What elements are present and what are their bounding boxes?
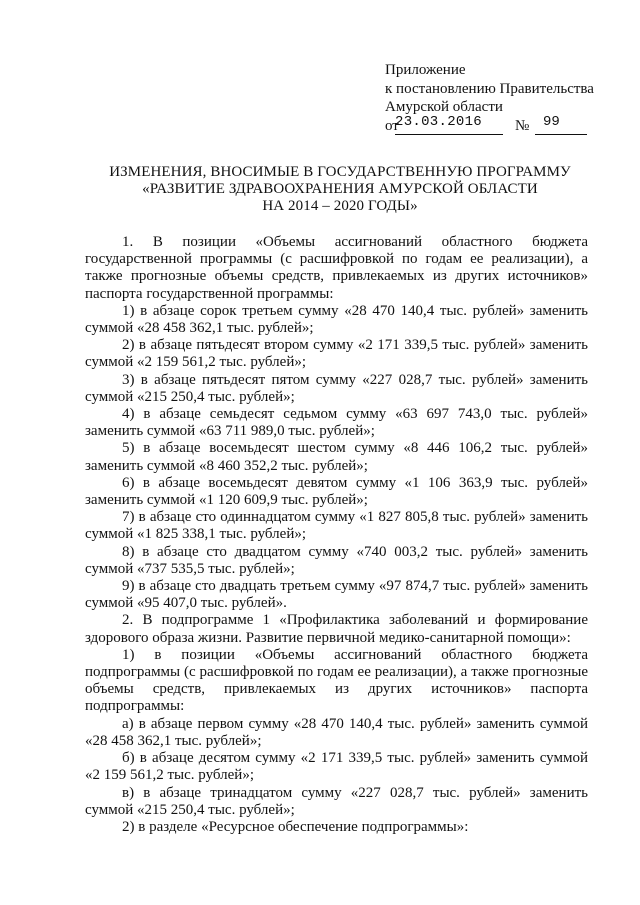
- appendix-line-3: Амурской области: [385, 99, 503, 115]
- paragraph-8: 7) в абзаце сто одиннадцатом сумму «1 827 805,8 тыс. рублей» заменить суммой «1 825 338,1 тыс. рублей»;: [85, 509, 588, 543]
- number-underline: [535, 134, 587, 135]
- title-line-2: «РАЗВИТИЕ ЗДРАВООХРАНЕНИЯ АМУРСКОЙ ОБЛАСТИ: [142, 181, 538, 197]
- resolution-number: 99: [543, 113, 560, 130]
- title-line-3: НА 2014 – 2020 ГОДЫ»: [262, 198, 418, 214]
- paragraph-7: 6) в абзаце восемьдесят девятом сумму «1 106 363,9 тыс. рублей» заменить суммой «1 120 609,9 тыс. рублей»;: [85, 474, 588, 509]
- paragraph-5: 4) в абзаце семьдесят седьмом сумму «63 697 743,0 тыс. рублей» заменить суммой «63 711 989,0 тыс. рублей»;: [85, 406, 588, 440]
- date-underline: [395, 134, 503, 135]
- title-line-1: ИЗМЕНЕНИЯ, ВНОСИМЫЕ В ГОСУДАРСТВЕННУЮ ПРОГРАММУ: [109, 164, 571, 180]
- document-body: [85, 234, 588, 836]
- paragraph-13: а) в абзаце первом сумму «28 470 140,4 тыс. рублей» заменить суммой «28 458 362,1 тыс. рублей»;: [85, 715, 588, 749]
- appendix-block: [385, 61, 594, 136]
- document-title: [80, 164, 600, 215]
- appendix-line-1: Приложение: [385, 62, 466, 78]
- paragraph-6: 5) в абзаце восемьдесят шестом сумму «8 446 106,2 тыс. рублей» заменить суммой «8 460 352,2 тыс. рублей»;: [85, 440, 588, 474]
- paragraph-4: 3) в абзаце пятьдесят пятом сумму «227 028,7 тыс. рублей» заменить суммой «215 250,4 тыс. рублей»;: [85, 371, 588, 405]
- paragraph-16: 2) в разделе «Ресурсное обеспечение подпрограммы»:: [122, 818, 469, 835]
- paragraph-14: б) в абзаце десятом сумму «2 171 339,5 тыс. рублей» заменить суммой «2 159 561,2 тыс. рублей»;: [85, 750, 588, 784]
- paragraph-1: 1. В позиции «Объемы ассигнований областного бюджета государственной программы (с расшифровкой по годам ее реализации), а также прогнозные объемы средств, привлекаемых из других источников» паспорта государственной программы:: [85, 234, 588, 302]
- paragraph-3: 2) в абзаце пятьдесят втором сумму «2 171 339,5 тыс. рублей» заменить суммой «2 159 561,2 тыс. рублей»;: [85, 337, 588, 371]
- resolution-date: 23.03.2016: [395, 113, 483, 130]
- date-number-line: [385, 113, 594, 136]
- date-prefix: от: [385, 117, 399, 134]
- paragraph-11: 2. В подпрограмме 1 «Профилактика заболеваний и формирование здорового образа жизни. Развитие первичной медико-санитарной помощи»:: [85, 612, 588, 646]
- paragraph-12: 1) в позиции «Объемы ассигнований областного бюджета подпрограммы (с расшифровкой по годам ее реализации), а также прогнозные объемы средств, привлекаемых из других источников» паспорта подпрограммы:: [85, 646, 588, 715]
- paragraph-10: 9) в абзаце сто двадцать третьем сумму «97 874,7 тыс. рублей» заменить суммой «95 407,0 тыс. рублей».: [85, 578, 588, 612]
- paragraph-9: 8) в абзаце сто двадцатом сумму «740 003,2 тыс. рублей» заменить суммой «737 535,5 тыс. рублей»;: [85, 543, 588, 577]
- number-prefix: №: [515, 117, 530, 134]
- paragraph-2: 1) в абзаце сорок третьем сумму «28 470 140,4 тыс. рублей» заменить суммой «28 458 362,1 тыс. рублей»;: [85, 302, 588, 337]
- paragraph-15: в) в абзаце тринадцатом сумму «227 028,7 тыс. рублей» заменить суммой «215 250,4 тыс. рублей»;: [85, 784, 588, 818]
- appendix-line-2: к постановлению Правительства: [385, 80, 594, 97]
